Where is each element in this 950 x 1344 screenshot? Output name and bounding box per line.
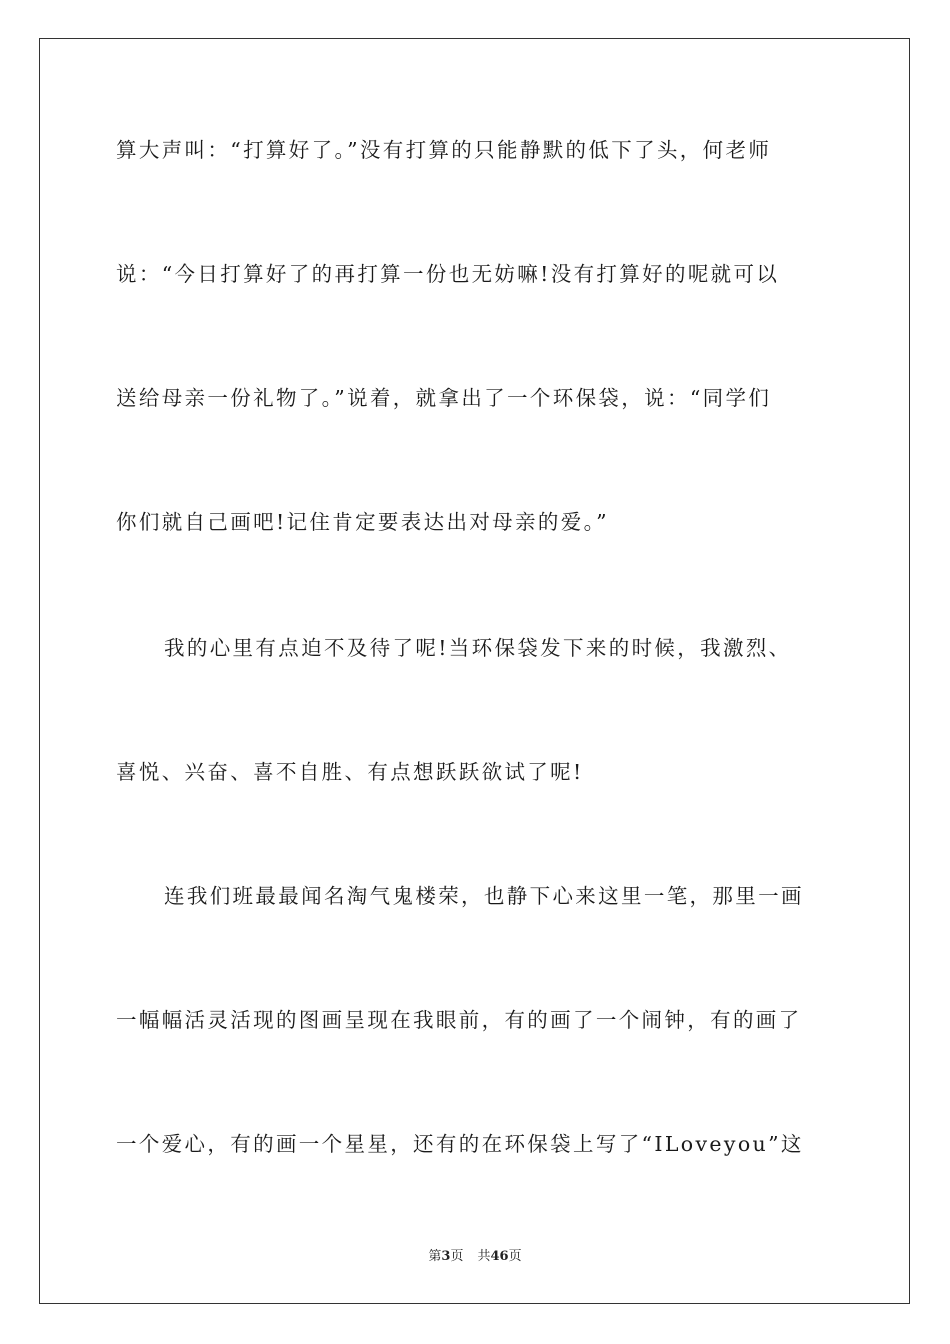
page-border [39, 38, 910, 1304]
paragraph-2-line-2: 喜悦、兴奋、喜不自胜、有点想跃跃欲试了呢! [116, 760, 584, 784]
page-prefix: 第 [428, 1249, 442, 1264]
paragraph-3-line-2: 一幅幅活灵活现的图画呈现在我眼前，有的画了一个闹钟，有的画了 [116, 1008, 802, 1032]
text-line-1: 算大声叫：“打算好了。”没有打算的只能静默的低下了头，何老师 [116, 138, 772, 162]
total-pages: 46 [490, 1249, 509, 1264]
text-line-3: 送给母亲一份礼物了。”说着，就拿出了一个环保袋，说：“同学们 [116, 386, 772, 410]
total-prefix: 共 [477, 1249, 491, 1264]
paragraph-2-line-1: 我的心里有点迫不及待了呢!当环保袋发下来的时候，我激烈、 [164, 636, 792, 660]
page-suffix: 页 [450, 1249, 464, 1264]
paragraph-3-line-3: 一个爱心，有的画一个星星，还有的在环保袋上写了“ILoveyou”这 [116, 1132, 804, 1156]
page-number: 3 [441, 1249, 451, 1264]
total-suffix: 页 [508, 1249, 522, 1264]
paragraph-3-line-1: 连我们班最最闻名淘气鬼楼荣，也静下心来这里一笔，那里一画 [164, 884, 804, 908]
page-footer [0, 1248, 950, 1266]
text-line-2: 说：“今日打算好了的再打算一份也无妨嘛!没有打算好的呢就可以 [116, 262, 780, 286]
text-line-4: 你们就自己画吧!记住肯定要表达出对母亲的爱。” [116, 510, 610, 534]
